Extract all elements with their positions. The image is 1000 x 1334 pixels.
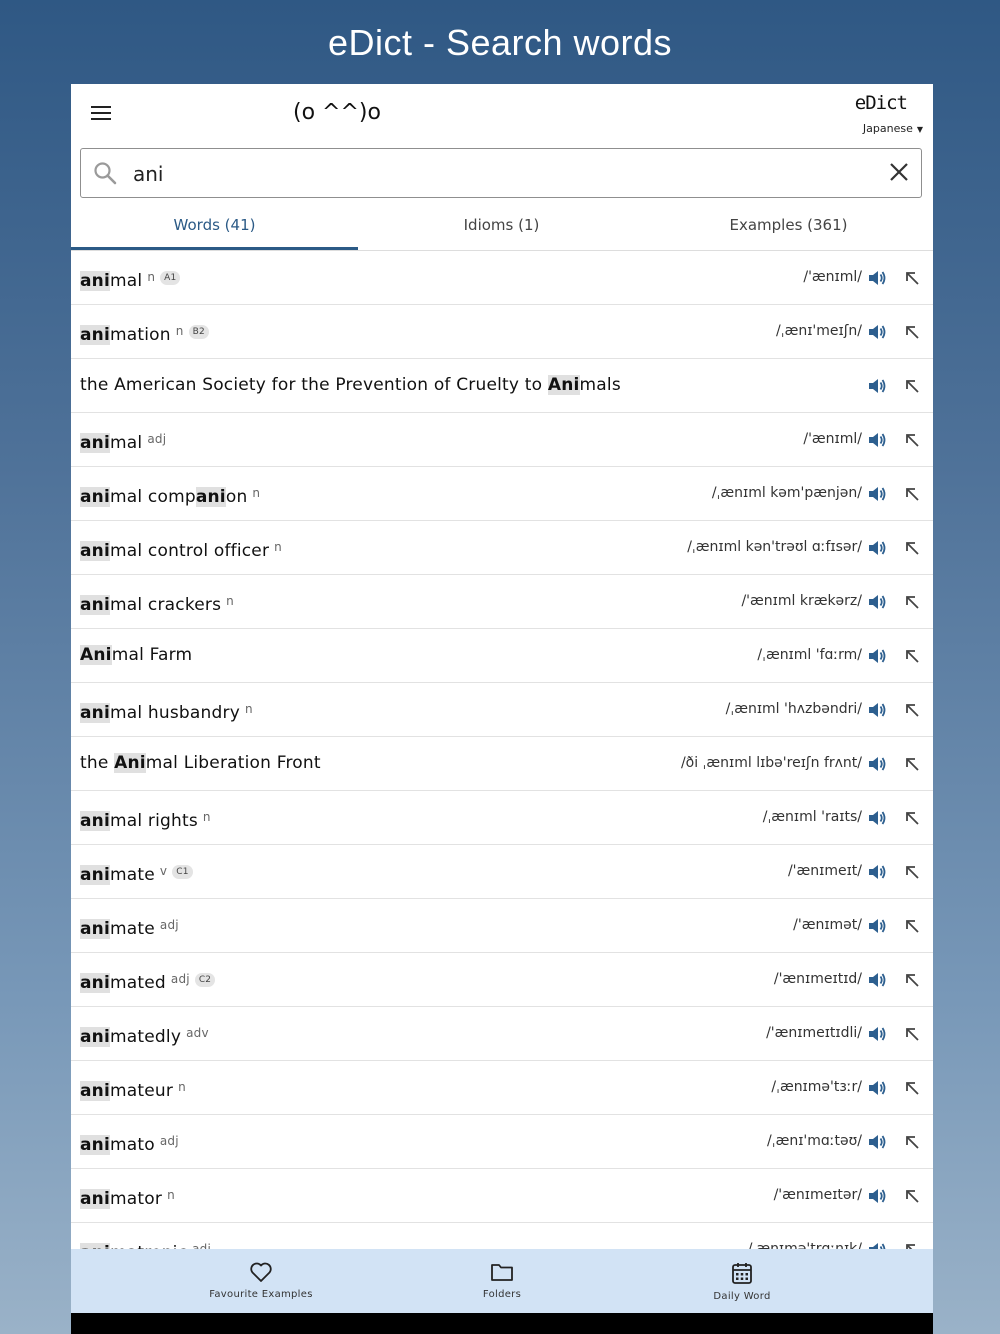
result-word bbox=[80, 1007, 209, 1060]
nav-label: Daily Word bbox=[713, 1291, 771, 1302]
match-highlight: Ani bbox=[114, 753, 146, 773]
cefr-level-badge: C1 bbox=[172, 865, 192, 879]
result-row[interactable] bbox=[71, 1169, 933, 1223]
pronunciation: /'ænɪmeɪtɪdli/ bbox=[766, 1025, 862, 1041]
part-of-speech: n bbox=[202, 810, 211, 824]
result-row[interactable] bbox=[71, 1061, 933, 1115]
insert-arrow-icon[interactable] bbox=[904, 540, 920, 560]
match-highlight: ani bbox=[80, 541, 111, 561]
speaker-icon[interactable] bbox=[867, 323, 887, 345]
dictionary-name: eDict bbox=[854, 92, 907, 114]
speaker-icon[interactable] bbox=[867, 539, 887, 561]
result-word bbox=[80, 575, 234, 628]
pronunciation: /ˌænɪ'mɑːtəʊ/ bbox=[767, 1133, 862, 1149]
pronunciation: /ˌænɪml kən'trəʊl ɑːfɪsər/ bbox=[687, 539, 862, 555]
result-row[interactable] bbox=[71, 899, 933, 953]
insert-arrow-icon[interactable] bbox=[904, 864, 920, 884]
word-text: mals bbox=[579, 375, 621, 395]
result-row[interactable] bbox=[71, 251, 933, 305]
result-word bbox=[80, 845, 193, 898]
result-word bbox=[80, 359, 621, 412]
match-highlight: ani bbox=[80, 865, 111, 885]
word-text: on bbox=[225, 487, 248, 507]
insert-arrow-icon[interactable] bbox=[904, 324, 920, 344]
nav-label: Folders bbox=[482, 1289, 522, 1300]
result-row[interactable] bbox=[71, 575, 933, 629]
result-row[interactable] bbox=[71, 467, 933, 521]
dropdown-arrow-icon: ▼ bbox=[916, 125, 923, 134]
speaker-icon[interactable] bbox=[867, 701, 887, 723]
result-word bbox=[80, 629, 192, 682]
insert-arrow-icon[interactable] bbox=[904, 486, 920, 506]
part-of-speech: n bbox=[226, 594, 234, 608]
word-text: mal Farm bbox=[111, 645, 193, 665]
result-word bbox=[80, 683, 253, 736]
home-indicator-bar bbox=[71, 1313, 933, 1334]
hamburger-menu-icon[interactable] bbox=[87, 102, 115, 128]
word-text: mated bbox=[110, 973, 166, 993]
word-text: mate bbox=[110, 865, 155, 885]
cefr-level-badge: A1 bbox=[160, 271, 180, 285]
result-word bbox=[80, 305, 209, 358]
word-text: mal comp bbox=[110, 487, 196, 507]
tab-idioms[interactable]: Idioms (1) bbox=[463, 216, 540, 234]
result-row[interactable] bbox=[71, 953, 933, 1007]
part-of-speech: adv bbox=[186, 1026, 209, 1040]
word-text: mateur bbox=[110, 1081, 174, 1101]
result-row[interactable] bbox=[71, 359, 933, 413]
app-window bbox=[71, 84, 933, 1334]
part-of-speech: n bbox=[274, 540, 282, 554]
result-word bbox=[80, 899, 179, 952]
match-highlight: ani bbox=[80, 271, 111, 291]
insert-arrow-icon[interactable] bbox=[904, 648, 920, 668]
match-highlight: ani bbox=[80, 703, 111, 723]
result-row[interactable] bbox=[71, 683, 933, 737]
pronunciation: /ˌænɪml 'raɪts/ bbox=[762, 809, 862, 825]
part-of-speech: n bbox=[252, 486, 261, 500]
word-text: mator bbox=[110, 1189, 163, 1209]
part-of-speech: adj bbox=[170, 972, 190, 986]
insert-arrow-icon[interactable] bbox=[904, 270, 920, 290]
match-highlight: Ani bbox=[547, 375, 580, 395]
insert-arrow-icon[interactable] bbox=[904, 702, 920, 722]
insert-arrow-icon[interactable] bbox=[904, 1026, 920, 1046]
pronunciation: /'ænɪmeɪtər/ bbox=[773, 1187, 862, 1203]
speaker-icon[interactable] bbox=[867, 431, 887, 453]
search-box[interactable] bbox=[80, 148, 922, 198]
speaker-icon[interactable] bbox=[867, 593, 887, 615]
word-text: the American Society for the Prevention of Cruelty to bbox=[80, 375, 548, 395]
word-text: mate bbox=[110, 919, 155, 939]
speaker-icon[interactable] bbox=[867, 269, 887, 291]
search-input[interactable] bbox=[131, 159, 875, 189]
pronunciation: /'ænɪmeɪtɪd/ bbox=[773, 971, 862, 987]
banner-title: eDict - Search words bbox=[327, 22, 673, 63]
insert-arrow-icon[interactable] bbox=[904, 756, 920, 776]
tab-examples[interactable]: Examples (361) bbox=[729, 216, 848, 234]
insert-arrow-icon[interactable] bbox=[904, 1134, 920, 1154]
word-text: mation bbox=[110, 325, 171, 345]
result-row[interactable] bbox=[71, 1115, 933, 1169]
word-text: mal rights bbox=[110, 811, 198, 831]
match-highlight: ani bbox=[80, 919, 111, 939]
pronunciation: /ˌænɪ'meɪʃn/ bbox=[776, 323, 862, 339]
pronunciation: /'ænɪmət/ bbox=[793, 917, 862, 933]
result-word bbox=[80, 737, 321, 790]
pronunciation: /'ænɪml krækərz/ bbox=[741, 593, 862, 609]
result-row[interactable] bbox=[71, 845, 933, 899]
pronunciation: /'ænɪml/ bbox=[803, 431, 862, 447]
part-of-speech: n bbox=[175, 324, 184, 338]
match-highlight: ani bbox=[80, 1135, 111, 1155]
part-of-speech: n bbox=[167, 1188, 175, 1202]
cefr-level-badge: C2 bbox=[195, 973, 215, 987]
word-text: mal Liberation Front bbox=[145, 753, 321, 773]
result-word bbox=[80, 1061, 186, 1114]
speaker-icon[interactable] bbox=[867, 485, 887, 507]
match-highlight: ani bbox=[80, 1081, 111, 1101]
insert-arrow-icon[interactable] bbox=[904, 918, 920, 938]
nav-favourite-examples[interactable] bbox=[166, 1249, 356, 1313]
word-text: mal control officer bbox=[110, 541, 270, 561]
speaker-icon[interactable] bbox=[867, 647, 887, 669]
part-of-speech: n bbox=[178, 1080, 186, 1094]
language-label: Japanese bbox=[862, 122, 913, 135]
speaker-icon[interactable] bbox=[867, 1133, 887, 1155]
pronunciation: /ði ˌænɪml lɪbə'reɪʃn frʌnt/ bbox=[680, 755, 862, 771]
pronunciation: /ˌænɪml 'fɑːrm/ bbox=[757, 647, 862, 663]
result-row[interactable] bbox=[71, 1007, 933, 1061]
nav-label: Favourite Examples bbox=[209, 1289, 313, 1300]
cefr-level-badge: B2 bbox=[189, 325, 209, 339]
insert-arrow-icon[interactable] bbox=[904, 972, 920, 992]
match-highlight: ani bbox=[80, 973, 111, 993]
app-title: (o ^^)o bbox=[293, 100, 381, 125]
insert-arrow-icon[interactable] bbox=[904, 810, 920, 830]
insert-arrow-icon[interactable] bbox=[904, 432, 920, 452]
clear-search-icon[interactable] bbox=[889, 162, 909, 182]
insert-arrow-icon[interactable] bbox=[904, 1080, 920, 1100]
part-of-speech: v bbox=[159, 864, 168, 878]
word-text: matedly bbox=[110, 1027, 182, 1047]
result-word bbox=[80, 521, 282, 574]
pronunciation: /ˌænɪmə'tɜːr/ bbox=[771, 1079, 862, 1095]
result-word bbox=[80, 251, 180, 304]
speaker-icon[interactable] bbox=[867, 1025, 887, 1047]
speaker-icon[interactable] bbox=[867, 863, 887, 885]
result-word bbox=[80, 413, 166, 466]
speaker-icon[interactable] bbox=[867, 917, 887, 939]
nav-daily-word[interactable] bbox=[647, 1249, 837, 1313]
word-text: mato bbox=[110, 1135, 155, 1155]
result-row[interactable] bbox=[71, 791, 933, 845]
pronunciation: /ˌænɪml 'hʌzbəndri/ bbox=[725, 701, 862, 717]
part-of-speech: adj bbox=[159, 1134, 179, 1148]
match-highlight: ani bbox=[80, 811, 111, 831]
part-of-speech: n bbox=[244, 702, 253, 716]
result-word bbox=[80, 953, 215, 1006]
heart-icon bbox=[249, 1261, 273, 1283]
bottom-navigation bbox=[71, 1249, 933, 1313]
result-word bbox=[80, 467, 260, 520]
insert-arrow-icon[interactable] bbox=[904, 1188, 920, 1208]
results-list bbox=[71, 251, 933, 1277]
part-of-speech: n bbox=[147, 270, 156, 284]
word-text: mal crackers bbox=[110, 595, 222, 615]
word-text: mal bbox=[110, 433, 143, 453]
calendar-icon bbox=[730, 1261, 754, 1285]
word-text: the bbox=[80, 753, 115, 773]
pronunciation: /'ænɪmeɪt/ bbox=[787, 863, 862, 879]
top-bar bbox=[71, 84, 933, 146]
tab-words[interactable]: Words (41) bbox=[173, 216, 256, 234]
match-highlight: ani bbox=[80, 325, 111, 345]
match-highlight: ani bbox=[80, 487, 111, 507]
speaker-icon[interactable] bbox=[867, 377, 887, 399]
result-word bbox=[80, 1115, 179, 1168]
language-selector[interactable] bbox=[863, 122, 923, 135]
speaker-icon[interactable] bbox=[867, 971, 887, 993]
result-word bbox=[80, 1169, 175, 1222]
part-of-speech: adj bbox=[147, 432, 167, 446]
match-highlight: ani bbox=[80, 433, 111, 453]
match-highlight: ani bbox=[80, 1189, 111, 1209]
result-word bbox=[80, 791, 211, 844]
insert-arrow-icon[interactable] bbox=[904, 378, 920, 398]
result-row[interactable] bbox=[71, 413, 933, 467]
folder-icon bbox=[490, 1261, 514, 1283]
result-row[interactable] bbox=[71, 737, 933, 791]
result-row[interactable] bbox=[71, 629, 933, 683]
insert-arrow-icon[interactable] bbox=[904, 594, 920, 614]
nav-folders[interactable] bbox=[407, 1249, 597, 1313]
search-icon bbox=[93, 161, 117, 185]
speaker-icon[interactable] bbox=[867, 755, 887, 777]
match-highlight: ani bbox=[195, 487, 226, 507]
pronunciation: /'ænɪml/ bbox=[803, 269, 862, 285]
speaker-icon[interactable] bbox=[867, 1187, 887, 1209]
result-row[interactable] bbox=[71, 521, 933, 575]
word-text: mal husbandry bbox=[110, 703, 240, 723]
active-tab-indicator bbox=[71, 247, 358, 250]
speaker-icon[interactable] bbox=[867, 1079, 887, 1101]
match-highlight: ani bbox=[80, 595, 111, 615]
match-highlight: ani bbox=[80, 1027, 111, 1047]
speaker-icon[interactable] bbox=[867, 809, 887, 831]
result-row[interactable] bbox=[71, 305, 933, 359]
word-text: mal bbox=[110, 271, 143, 291]
match-highlight: Ani bbox=[80, 645, 112, 665]
result-tabs bbox=[71, 202, 933, 251]
part-of-speech: adj bbox=[159, 918, 179, 932]
pronunciation: /ˌænɪml kəm'pænjən/ bbox=[711, 485, 862, 501]
